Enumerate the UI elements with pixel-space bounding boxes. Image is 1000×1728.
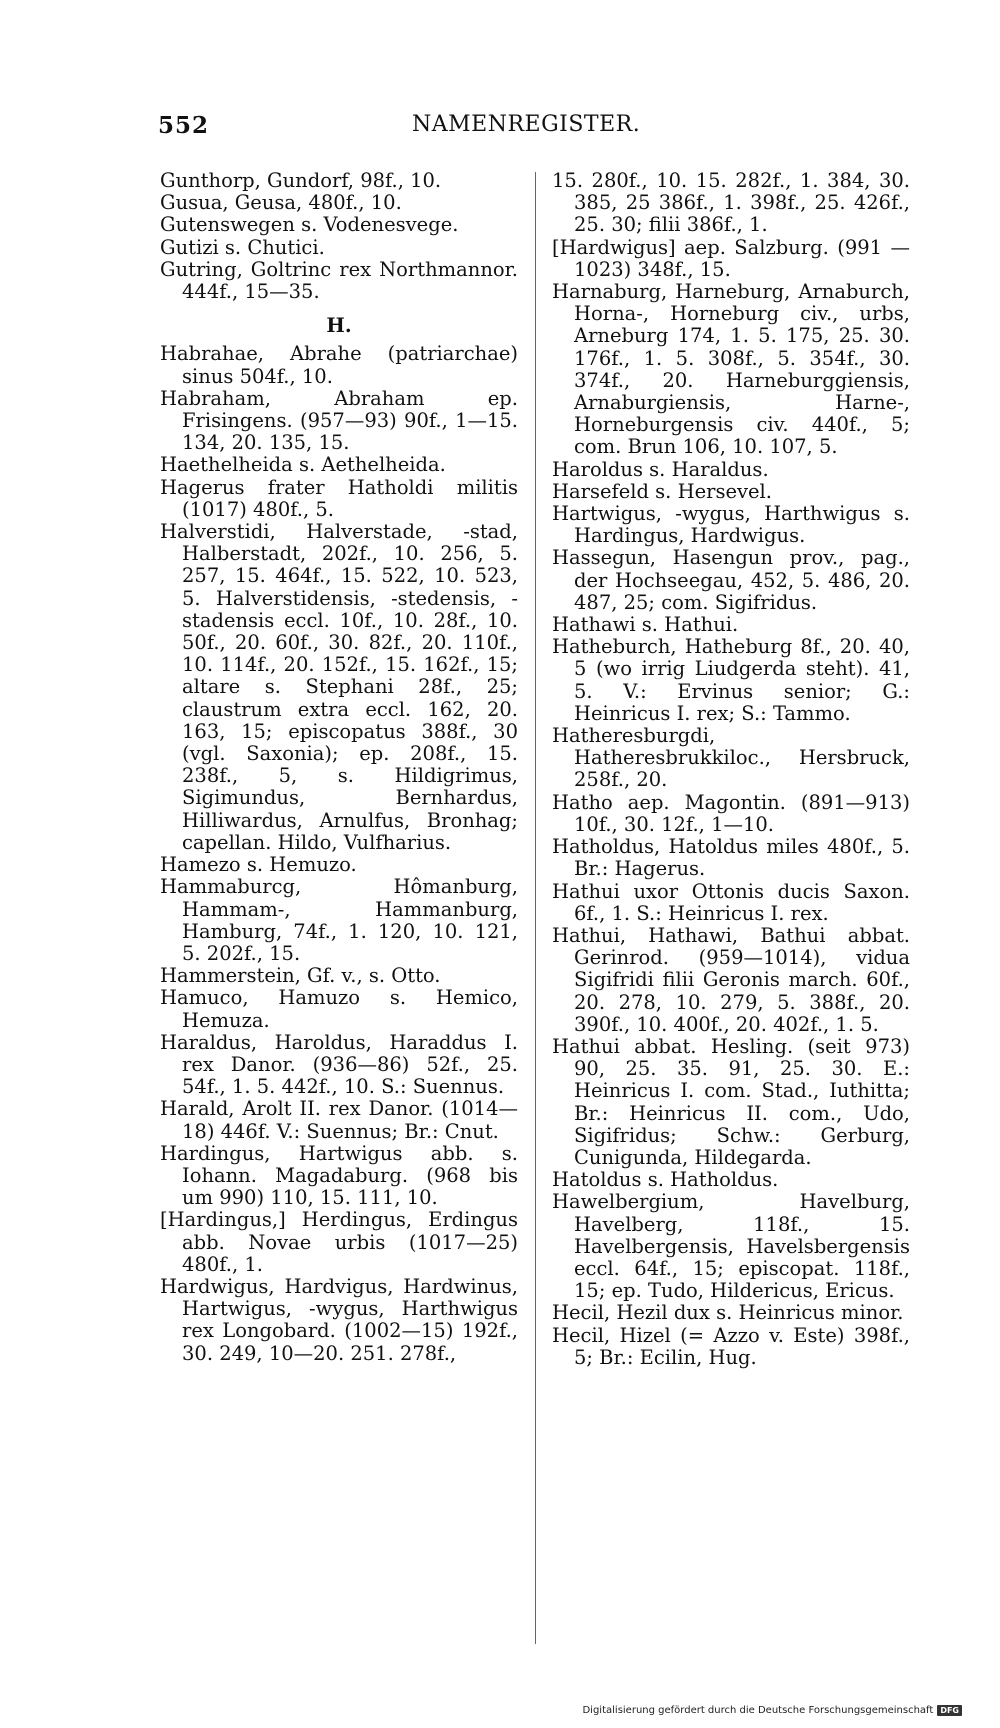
column-divider <box>535 172 536 1644</box>
index-entry: Hardingus, Hartwigus abb. s. Iohann. Magadaburg. (968 bis um 990) 110, 15. 111, 10. <box>160 1141 518 1210</box>
index-entry: Hathui abbat. Hesling. (seit 973) 90, 25. 35. 91, 25. 30. E.: Heinricus I. com. Stad., Iuthitta; Br.: Heinricus II. com., Udo, Sigifridus; Schw.: Gerburg, Cunigunda, Hildegarda. <box>552 1034 910 1169</box>
index-entry: Hathui, Hathawi, Bathui abbat. Gerinrod. (959—1014), vidua Sigifridi filii Geronis march. 60f., 20. 278, 10. 279, 5. 388f., 20. 390f., 10. 400f., 20. 402f., 1. 5. <box>552 923 910 1036</box>
index-entry: Habraham, Abraham ep. Frisingens. (957—93) 90f., 1—15. 134, 20. 135, 15. <box>160 386 518 455</box>
index-entry: Haethelheida s. Aethelheida. <box>160 453 446 477</box>
index-entry: Hawelbergium, Havelburg, Havelberg, 118f., 15. Havelbergensis, Havelsbergensis eccl. 64f., 15; episcopat. 118f., 15; ep. Tudo, Hildericus, Ericus. <box>552 1190 910 1303</box>
page-number: 552 <box>158 112 210 139</box>
index-entry: Hatheresburgdi, Hatheresbrukkiloc., Hersbruck, 258f., 20. <box>552 724 910 792</box>
index-entry: Halverstidi, Halverstade, -stad, Halberstadt, 202f., 10. 256, 5. 257, 15. 464f., 15. 522, 10. 523, 5. Halverstidensis, -stedensis, -stadensis eccl. 10f., 10. 28f., 10. 50f., 20. 60f., 30. 82f., 20. 110f., 10. 114f., 20. 152f., 15. 162f., 15; altare s. Stephani 28f., 25; claustrum extra eccl. 162, 20. 163, 15; episcopatus 388f., 30 (vgl. Saxonia); ep. 208f., 15. 238f., 5, s. Hildigrimus, Sigimundus, Bernhardus, Hilliwardus, Arnulfus, Bronhag; capellan. Hildo, Vulfharius. <box>160 520 518 854</box>
index-entry: Hamuco, Hamuzo s. Hemico, Hemuza. <box>160 986 518 1032</box>
index-entry: Hassegun, Hasengun prov., pag., der Hochseegau, 452, 5. 486, 20. 487, 25; com. Sigifridus. <box>552 546 910 614</box>
index-entry: Hartwigus, -wygus, Harthwigus s. Hardingus, Hardwigus. <box>552 502 910 548</box>
index-entry: Hecil, Hezil dux s. Heinricus minor. <box>552 1301 904 1325</box>
index-entry: Hecil, Hizel (= Azzo v. Este) 398f., 5; Br.: Ecilin, Hug. <box>552 1323 910 1369</box>
index-entry: Hatholdus, Hatoldus miles 480f., 5. Br.: Hagerus. <box>552 835 910 881</box>
index-entry: Gutizi s. Chutici. <box>160 235 325 259</box>
index-entry: [Hardwigus] aep. Salzburg. (991 —1023) 348f., 15. <box>552 235 910 281</box>
index-entry: Gutenswegen s. Vodenesvege. <box>160 213 459 237</box>
left-column <box>160 170 518 1365</box>
footer <box>582 1705 962 1716</box>
index-entry: Hagerus frater Hatholdi militis (1017) 480f., 5. <box>160 475 518 521</box>
index-entry: Hammerstein, Gf. v., s. Otto. <box>160 964 441 988</box>
index-entry: [Hardingus,] Herdingus, Erdingus abb. Novae urbis (1017—25) 480f., 1. <box>160 1208 518 1276</box>
index-entry: Gunthorp, Gundorf, 98f., 10. <box>160 169 442 192</box>
index-entry: Hatoldus s. Hatholdus. <box>552 1168 779 1192</box>
index-entry: Hammaburcg, Hômanburg, Hammam-, Hammanburg, Hamburg, 74f., 1. 120, 10. 121, 5. 202f., 15. <box>160 875 518 965</box>
running-head: NAMENREGISTER. <box>412 112 641 137</box>
index-entry: Hatho aep. Magontin. (891—913) 10f., 30. 12f., 1—10. <box>552 790 910 836</box>
index-entry: 15. 280f., 10. 15. 282f., 1. 384, 30. 385, 25 386f., 1. 398f., 25. 426f., 25. 30; filii 386f., 1. <box>552 169 910 237</box>
index-entry: Hathui uxor Ottonis ducis Saxon. 6f., 1. S.: Heinricus I. rex. <box>552 879 910 925</box>
index-entry: Hatheburch, Hatheburg 8f., 20. 40, 5 (wo irrig Liudgerda steht). 41, 5. V.: Ervinus senior; G.: Heinricus I. rex; S.: Tammo. <box>552 635 910 725</box>
index-entry: Haraldus, Haroldus, Haraddus I. rex Danor. (936—86) 52f., 25. 54f., 1. 5. 442f., 10. S.: Suennus. <box>160 1030 518 1099</box>
index-entry: Hardwigus, Hardvigus, Hardwinus, Hartwigus, -wygus, Harthwigus rex Longobard. (1002—15) 192f., 30. 249, 10—20. 251. 278f., <box>160 1274 518 1365</box>
index-entry: Harnaburg, Harneburg, Arnaburch, Horna-, Horneburg civ., urbs, Arneburg 174, 1. 5. 175, 25. 30. 176f., 1. 5. 308f., 5. 354f., 30. 374f., 20. Harneburggiensis, Arnaburgiensis, Harne-, Horneburgensis civ. 440f., 5; com. Brun 106, 10. 107, 5. <box>552 280 910 459</box>
index-entry: Haroldus s. Haraldus. <box>552 457 769 481</box>
index-entry: Habrahae, Abrahe (patriarchae) sinus 504f., 10. <box>160 342 518 388</box>
section-heading: H. <box>326 314 352 338</box>
index-entry: Harald, Arolt II. rex Danor. (1014—18) 446f. V.: Suennus; Br.: Cnut. <box>160 1097 518 1143</box>
dfg-logo-icon: DFG <box>937 1705 962 1716</box>
index-entry: Gutring, Goltrinc rex Northmannor. 444f., 15—35. <box>160 257 518 304</box>
right-column <box>552 170 910 1369</box>
index-entry: Hathawi s. Hathui. <box>552 613 739 637</box>
footer-credit: Digitalisierung gefördert durch die Deutsche Forschungsgemeinschaft <box>582 1705 934 1716</box>
index-entry: Gusua, Geusa, 480f., 10. <box>160 191 402 215</box>
index-entry: Harsefeld s. Hersevel. <box>552 479 772 503</box>
index-entry: Hamezo s. Hemuzo. <box>160 853 357 877</box>
